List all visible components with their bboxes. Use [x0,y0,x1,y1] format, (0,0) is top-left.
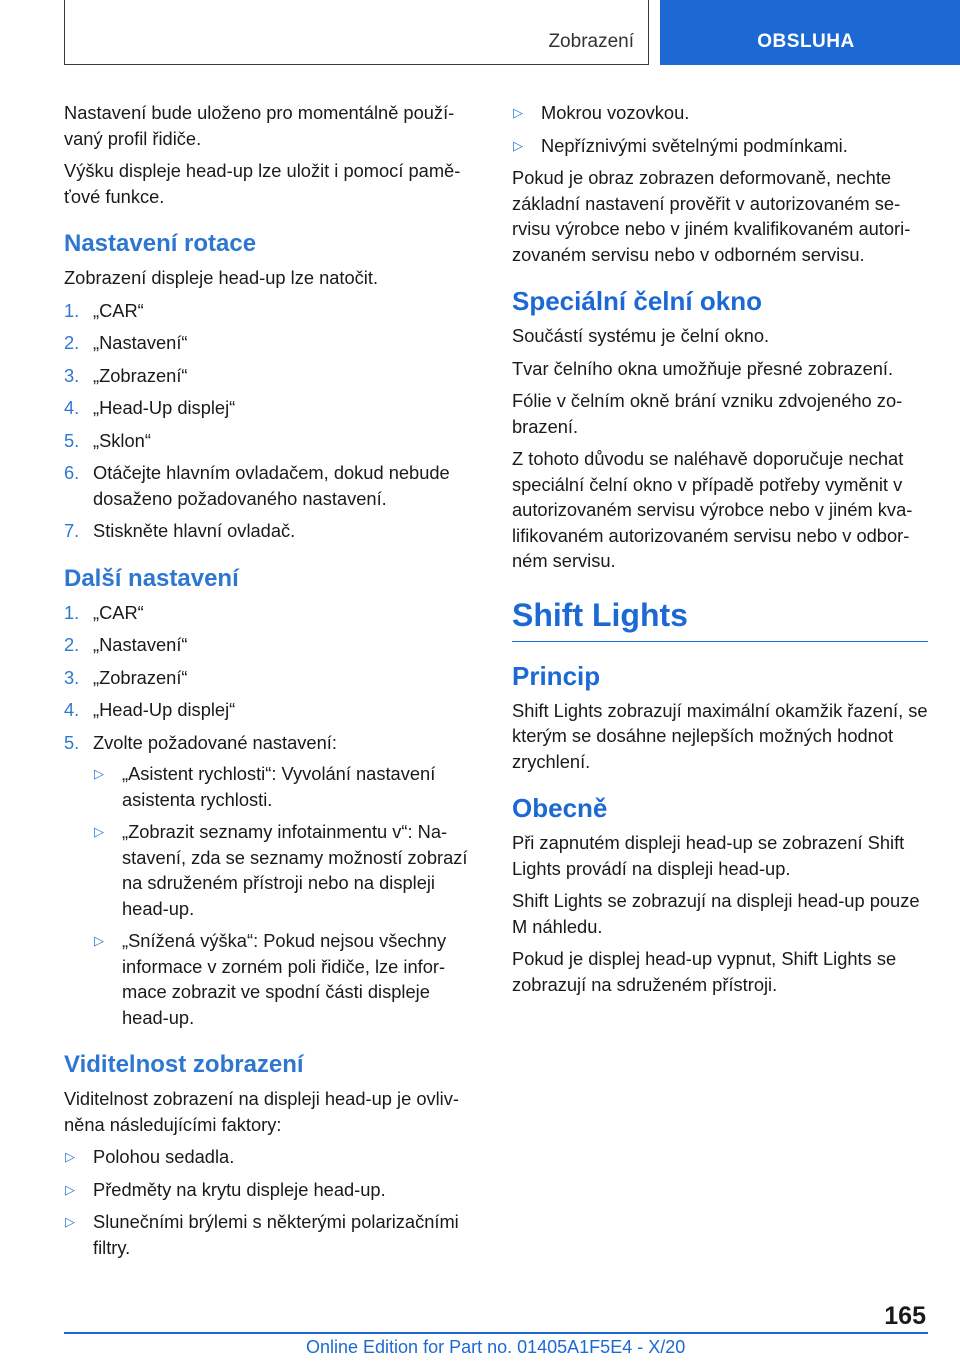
triangle-bullet-icon: ▷ [94,933,104,948]
triangle-bullet-icon: ▷ [94,766,104,781]
more-settings-steps [64,600,476,1031]
shift-lights-heading: Shift Lights [512,594,928,642]
left-column [64,100,476,1267]
general-paragraph: Shift Lights se zobrazují na displeji head-up pouze M náhledu. [512,890,920,937]
principle-text: Shift Lights zobrazují maximální okamžik řazení, se kterým se dosáhne nejlepších možných hodnot zrychlení. [512,699,928,772]
intro-paragraph: Výšku displeje head-up lze uložit i pomocí paměťové funkce. [64,160,461,207]
option-item: ▷ „Snížená výška“: Pokud nejsou všechny informace v zorném poli řidiče, lze informace zobrazit ve spodní části displeje head-up. [94,930,447,1028]
header-chapter-tab [660,0,960,65]
footer-divider [64,1332,928,1334]
page-number: 165 [884,1302,926,1330]
step-item: 2. „Nastavení“ [64,634,188,655]
visibility-heading: Viditelnost zobrazení [64,1051,304,1078]
option-item: ▷ „Asistent rychlosti“: Vyvolání nastavení asistenta rychlosti. [94,763,436,810]
rotation-text: Zobrazení displeje head-up lze natočit. [64,267,379,288]
triangle-bullet-icon: ▷ [513,105,523,120]
step-item: 6. Otáčejte hlavním ovladačem, dokud nebude dosaženo požadovaného nastavení. [64,462,450,509]
triangle-bullet-icon: ▷ [513,137,523,153]
triangle-bullet-icon: ▷ [65,1181,75,1197]
intro-paragraph: Nastavení bude uloženo pro momentálně používaný profil řidiče. [64,102,455,149]
triangle-bullet-icon: ▷ [65,1149,75,1164]
triangle-bullet-icon: ▷ [94,824,104,839]
option-item: ▷ „Zobrazit seznamy infotainmentu v“: Nastavení, zda se seznamy možností zobrazí na sdruženém přístroji nebo na displeji head-up. [94,821,468,919]
rotation-heading: Nastavení rotace [64,230,257,257]
settings-options [93,761,476,1030]
factor-item: ▷ Mokrou vozovkou. [512,100,928,126]
windshield-paragraph: Součástí systému je čelní okno. [512,325,770,346]
step-item: 2. „Nastavení“ [64,332,188,353]
right-column [512,100,928,1004]
visibility-factors-continued [512,100,928,158]
windshield-heading: Speciální čelní okno [512,286,762,316]
step-item: 7. Stiskněte hlavní ovladač. [64,520,296,541]
factor-item: ▷ Předměty na krytu displeje head-up. [64,1177,476,1203]
footer-edition: Online Edition for Part no. 01405A1F5E4 - X/20 [306,1337,686,1357]
general-paragraph: Pokud je displej head-up vypnut, Shift Lights se zobrazují na sdruženém přístroji. [512,948,897,995]
general-heading: Obecně [512,793,608,823]
visibility-text: Viditelnost zobrazení na displeji head-up je ovlivněna následujícími faktory: [64,1088,459,1135]
step-item: 5. Zvolte požadované nastavení: ▷ „Asistent rychlosti“: Vyvolání nastavení asistenta rychlosti. ▷ „Zobrazit seznamy infotainmentu v“: Nastavení, zda se seznamy možností zobrazí na sdruženém přístroji nebo na displeji head-up. ▷ „Snížená výška“: Pokud nejsou všechny informace v zorném poli řidiče, lze informace zobrazit ve spodní části displeje head-up. [64,730,476,1031]
general-paragraph: Při zapnutém displeji head-up se zobrazení Shift Lights provádí na displeji head-up. [512,832,905,879]
factor-item: ▷ Nepříznivými světelnými podmínkami. [512,133,928,159]
step-item: 5. „Sklon“ [64,429,151,451]
windshield-paragraph: Tvar čelního okna umožňuje přesné zobrazení. [512,357,894,379]
step-item: 1. „CAR“ [64,299,144,321]
deformation-text: Pokud je obraz zobrazen deformovaně, nechte základní nastavení prověřit v autorizovaném servisu výrobce nebo v jiném kvalifikovaném autorizovaném servisu nebo v odborném servisu. [512,167,911,265]
more-settings-heading: Další nastavení [64,564,239,592]
windshield-paragraph: Z tohoto důvodu se naléhavě doporučuje nechat speciální čelní okno v případě potřeby vyměnit v autorizovaném servisu výrobce nebo v jiném kvalifikovaném autorizovaném servisu nebo v odborném servisu. [512,448,913,571]
factor-item: ▷ Slunečními brýlemi s některými polarizačními filtry. [65,1211,459,1258]
windshield-paragraph: Fólie v čelním okně brání vzniku zdvojeného zobrazení. [512,390,903,437]
step-item: 3. „Zobrazení“ [64,666,188,688]
header-chapter-title: OBSLUHA [757,31,855,52]
step-item: 1. „CAR“ [64,601,144,623]
step-item: 4. „Head-Up displej“ [64,397,236,418]
rotation-steps [64,298,476,544]
step-item: 3. „Zobrazení“ [64,364,188,386]
header-section-title: Zobrazení [548,31,634,52]
triangle-bullet-icon: ▷ [65,1214,75,1229]
factor-item: ▷ Polohou sedadla. [64,1144,476,1170]
header-section-box [64,0,649,65]
principle-heading: Princip [512,660,601,691]
step-item: 4. „Head-Up displej“ [64,699,236,720]
visibility-factors [64,1144,476,1260]
